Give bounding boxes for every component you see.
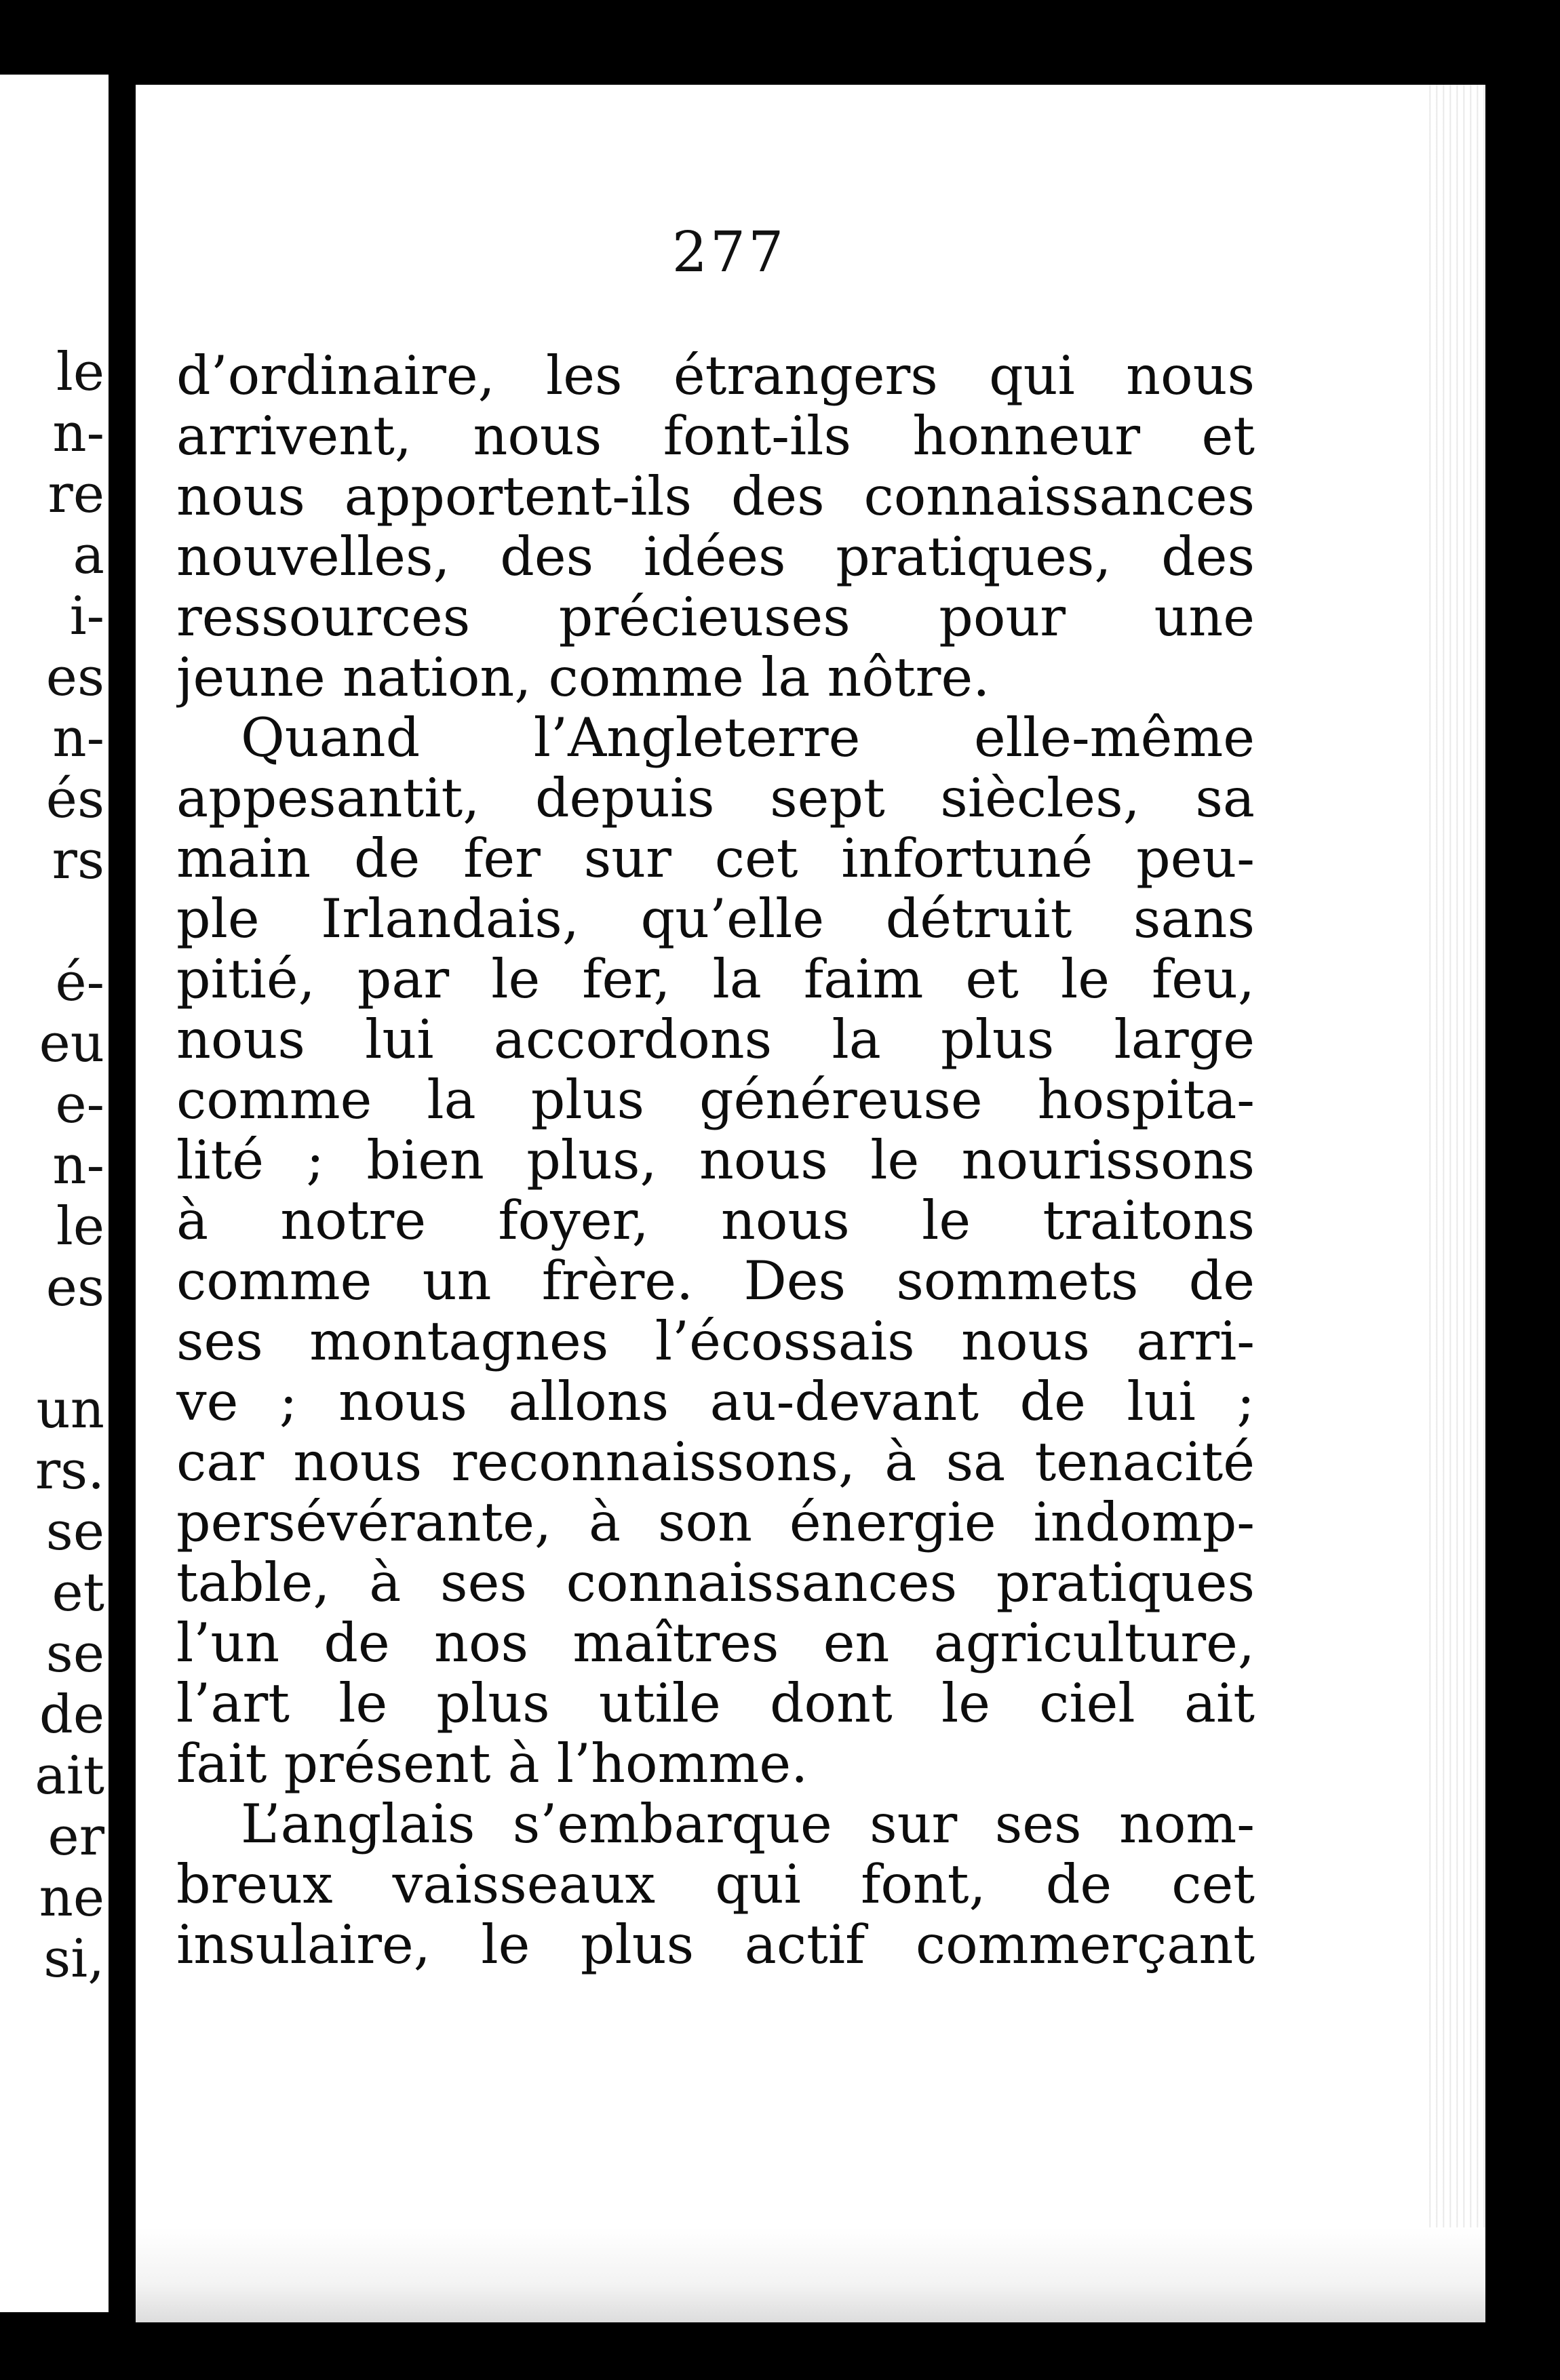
- book-binding-gutter: [109, 0, 136, 2380]
- left-page-fragment: er: [47, 1806, 104, 1867]
- text-line: nouvelles, des idées pratiques, des: [176, 527, 1255, 587]
- text-line: l’un de nos maîtres en agriculture,: [176, 1613, 1255, 1673]
- left-page-fragment: n-: [52, 1135, 104, 1196]
- text-line: L’anglais s’embarque sur ses nom-: [241, 1794, 1255, 1855]
- page-bottom-shading: [136, 2227, 1485, 2322]
- left-page-fragment: un: [36, 1379, 104, 1440]
- text-line: ple Irlandais, qu’elle détruit sans: [176, 889, 1255, 949]
- left-page-fragment: rs.: [35, 1440, 104, 1501]
- text-line: à notre foyer, nous le traitons: [176, 1191, 1255, 1251]
- left-page-fragment: se: [45, 1501, 104, 1562]
- left-page-fragment: é-: [55, 952, 104, 1013]
- text-line: nous lui accordons la plus large: [176, 1010, 1255, 1070]
- text-line: pitié, par le fer, la faim et le feu,: [176, 949, 1255, 1010]
- text-line: lité ; bien plus, nous le nourissons: [176, 1130, 1255, 1191]
- left-page-fragment: ne: [39, 1867, 104, 1928]
- left-page-fragment: es: [45, 647, 104, 708]
- text-line: d’ordinaire, les étrangers qui nous: [176, 346, 1255, 406]
- left-page-fragment: e-: [55, 1074, 104, 1135]
- text-line: main de fer sur cet infortuné peu-: [176, 829, 1255, 889]
- text-line: car nous reconnaissons, à sa tenacité: [176, 1432, 1255, 1492]
- left-page-fragment: le: [56, 1196, 104, 1257]
- text-line: comme un frère. Des sommets de: [176, 1251, 1255, 1311]
- text-line: breux vaisseaux qui font, de cet: [176, 1855, 1255, 1915]
- previous-page-strip: [0, 75, 109, 2312]
- text-line: appesantit, depuis sept siècles, sa: [176, 768, 1255, 829]
- text-line: Quand l’Angleterre elle-même: [241, 708, 1255, 768]
- text-line: jeune nation, comme la nôtre.: [176, 648, 990, 708]
- left-page-fragment: rs: [52, 830, 104, 891]
- left-page-fragment: se: [45, 1623, 104, 1684]
- left-page-fragment: eu: [39, 1013, 104, 1074]
- left-page-fragment: n-: [52, 403, 104, 464]
- left-page-fragment: et: [52, 1562, 104, 1623]
- text-line: fait présent à l’homme.: [176, 1734, 808, 1794]
- text-line: ressources précieuses pour une: [176, 587, 1255, 648]
- left-page-fragment: a: [73, 525, 104, 586]
- left-page-fragment: es: [45, 1257, 104, 1318]
- left-page-fragment: de: [39, 1684, 104, 1745]
- left-page-fragment: si,: [43, 1928, 104, 1989]
- left-page-fragment: ait: [35, 1745, 104, 1806]
- text-line: l’art le plus utile dont le ciel ait: [176, 1673, 1255, 1734]
- page-edge-texture: [1424, 85, 1485, 2322]
- left-page-fragment: le: [56, 342, 104, 403]
- text-line: insulaire, le plus actif commerçant: [176, 1915, 1255, 1975]
- left-page-fragment: re: [47, 464, 104, 525]
- left-page-fragment: i-: [69, 586, 104, 647]
- left-page-fragment: n-: [52, 708, 104, 769]
- book-page: [136, 85, 1485, 2322]
- body-text: [176, 346, 1255, 1975]
- text-line: persévérante, à son énergie indomp-: [176, 1492, 1255, 1553]
- text-line: nous apportent-ils des connaissances: [176, 467, 1255, 527]
- text-line: ve ; nous allons au-devant de lui ;: [176, 1372, 1255, 1432]
- text-line: arrivent, nous font-ils honneur et: [176, 406, 1255, 467]
- page-number: 277: [671, 220, 787, 285]
- text-line: table, à ses connaissances pratiques: [176, 1553, 1255, 1613]
- text-line: comme la plus généreuse hospita-: [176, 1070, 1255, 1130]
- left-page-fragment: és: [45, 769, 104, 830]
- text-line: ses montagnes l’écossais nous arri-: [176, 1311, 1255, 1372]
